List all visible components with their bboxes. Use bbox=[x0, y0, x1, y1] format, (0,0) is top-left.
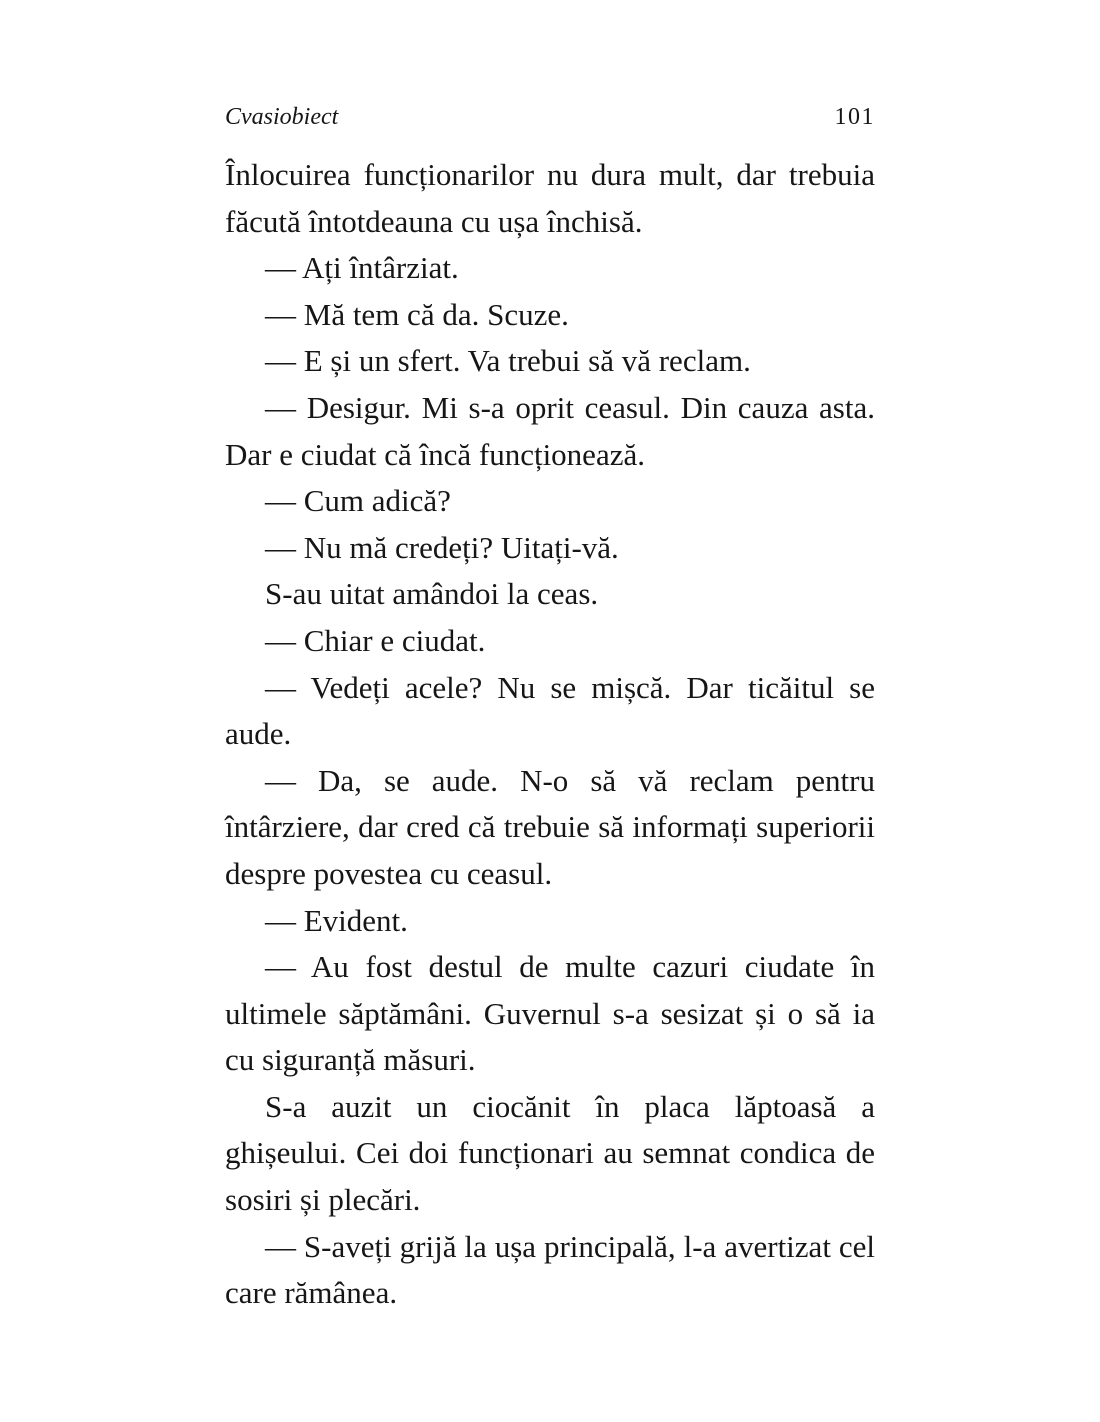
paragraph: — Au fost destul de multe cazuri ciudate în ultimele săptămâni. Guvernul s-a sesizat și o să ia cu siguranță măsuri. bbox=[225, 949, 875, 1078]
paragraph: — Evident. bbox=[265, 902, 408, 938]
running-header bbox=[225, 103, 875, 131]
paragraph: Înlocuirea funcționarilor nu dura mult, dar trebuia făcută întotdeauna cu ușa închisă. bbox=[225, 157, 875, 239]
running-title: Cvasiobiect bbox=[225, 104, 339, 130]
paragraph: — Da, se aude. N-o să vă reclam pentru întârziere, dar cred că trebuie să informați superiorii despre povestea cu ceasul. bbox=[225, 762, 875, 891]
paragraph: S-au uitat amândoi la ceas. bbox=[265, 576, 599, 612]
paragraph: — Chiar e ciudat. bbox=[265, 622, 486, 658]
paragraph: — Ați întârziat. bbox=[265, 250, 459, 286]
page-number: 101 bbox=[834, 104, 875, 130]
paragraph: — E și un sfert. Va trebui să vă reclam. bbox=[265, 343, 751, 379]
paragraph: — Desigur. Mi s-a oprit ceasul. Din cauza asta. Dar e ciudat că încă funcționează. bbox=[225, 389, 875, 472]
paragraph: — Mă tem că da. Scuze. bbox=[265, 296, 569, 332]
paragraph: — Vedeți acele? Nu se mișcă. Dar ticăitul se aude. bbox=[225, 669, 875, 752]
paragraph: — Nu mă credeți? Uitați-vă. bbox=[265, 529, 619, 565]
paragraph: — S-aveți grijă la ușa principală, l-a avertizat cel care rămânea. bbox=[225, 1228, 875, 1311]
paragraph: S-a auzit un ciocănit în placa lăptoasă a ghișeului. Cei doi funcționari au semnat condica de sosiri și plecări. bbox=[225, 1088, 875, 1218]
text-block bbox=[225, 152, 875, 1317]
paragraph: — Cum adică? bbox=[265, 483, 451, 519]
